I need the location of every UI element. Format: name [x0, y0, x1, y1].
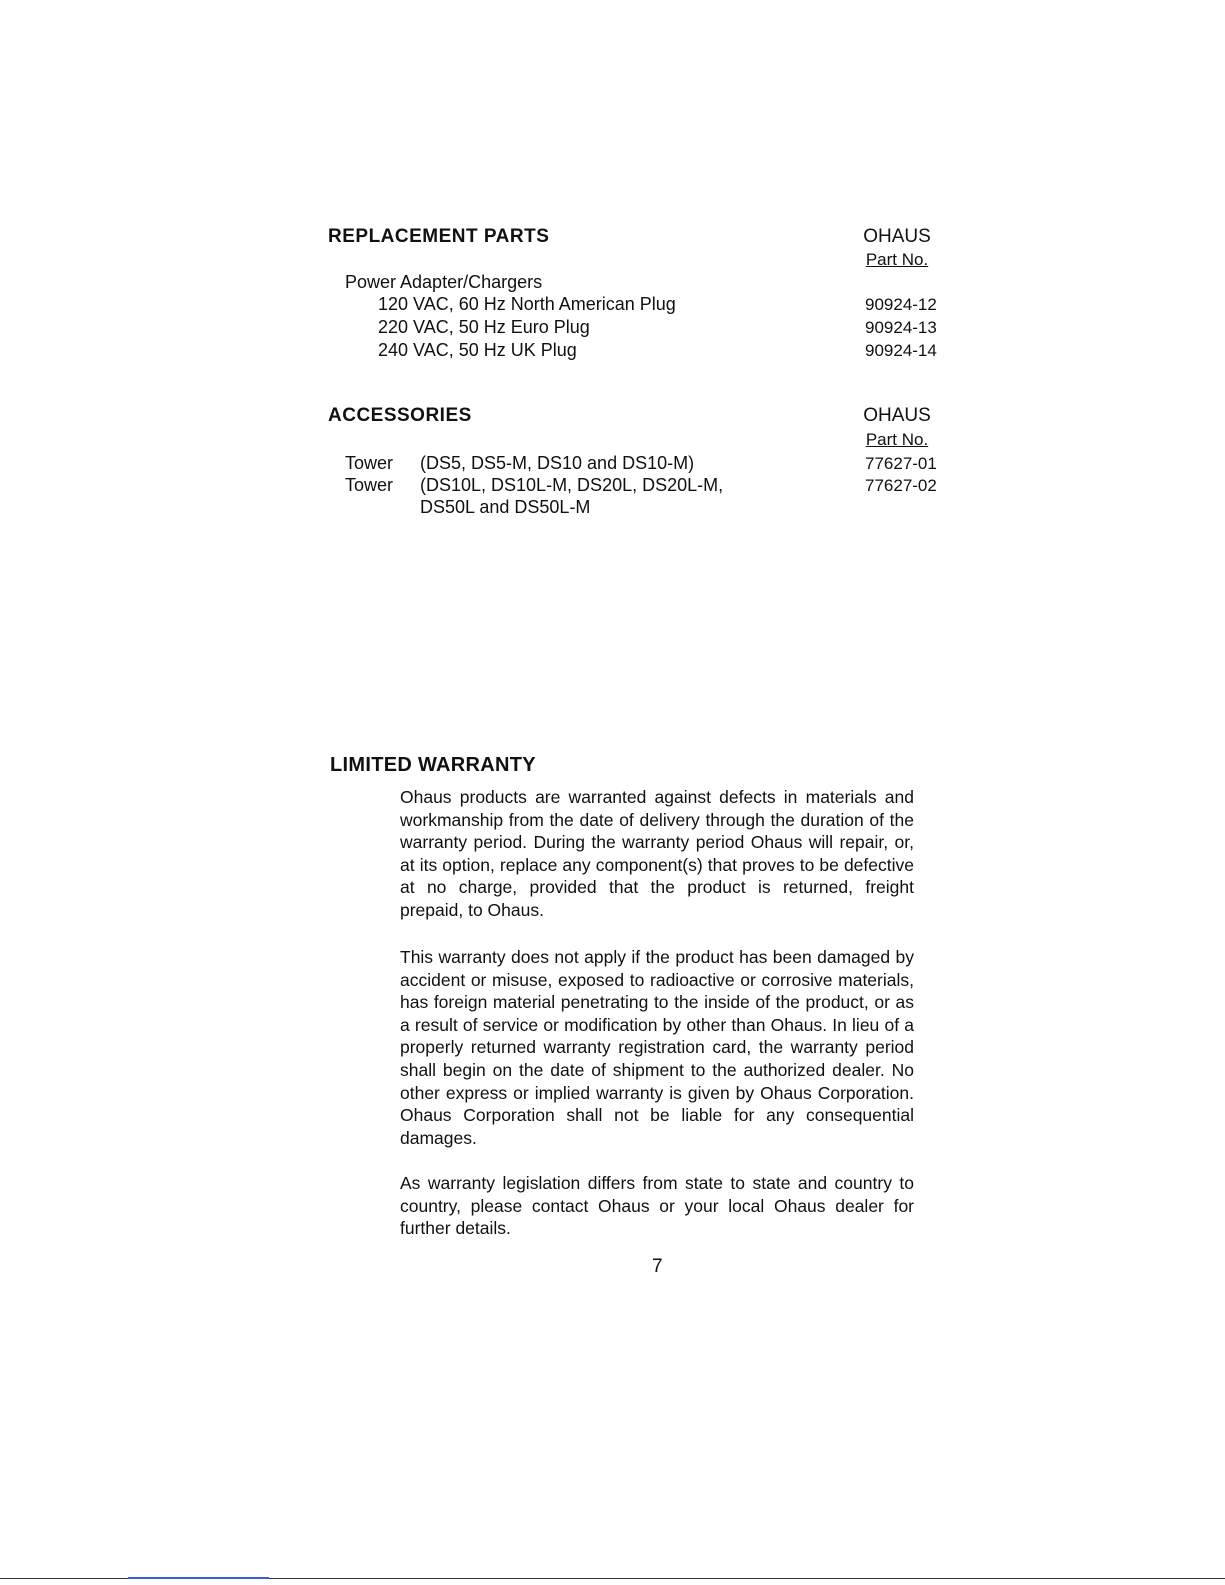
accessory-desc: (DS10L, DS10L-M, DS20L, DS20L-M,: [420, 475, 724, 495]
part-item-number: 90924-14: [865, 341, 937, 360]
part-item-desc: 120 VAC, 60 Hz North American Plug: [378, 294, 676, 314]
warranty-paragraph: Ohaus products are warranted against defects in materials and workmanship from the date of delivery through the duration of the warranty period. During the warranty period Ohaus will repair, or, at its option, replace any component(s) that proves to be defective at no charge, provided that the product is returned, freight prepaid, to Ohaus.: [400, 787, 914, 920]
warranty-paragraph: This warranty does not apply if the product has been damaged by accident or misuse, exposed to radioactive or corrosive materials, has foreign material penetrating to the inside of the product, or as a result of service or modification by other than Ohaus. In lieu of a properly returned warranty registration card, the warranty period shall begin on the date of shipment to the authorized dealer. No other express or implied warranty is given by Ohaus Corporation. Ohaus Corporation shall not be liable for any consequential damages.: [400, 947, 914, 1148]
part-item-desc: 240 VAC, 50 Hz UK Plug: [378, 340, 577, 360]
accessory-name: Tower: [345, 453, 394, 473]
accessory-desc-continued: DS50L and DS50L-M: [420, 497, 591, 517]
accessory-name: Tower: [345, 475, 394, 495]
accessories-heading: ACCESSORIES: [328, 405, 472, 426]
part-item-desc: 220 VAC, 50 Hz Euro Plug: [378, 317, 590, 337]
replacement-parts-partno-header: Part No.: [865, 250, 929, 269]
accessories-brand-header: OHAUS: [863, 405, 931, 426]
part-item-number: 90924-12: [865, 295, 937, 314]
power-adapter-group-label: Power Adapter/Chargers: [345, 272, 543, 292]
part-item-number: 90924-13: [865, 318, 937, 337]
warranty-paragraph: As warranty legislation differs from state to state and country to country, please contact Ohaus or your local Ohaus dealer for further details.: [400, 1173, 914, 1239]
warranty-title: LIMITED WARRANTY: [330, 754, 536, 776]
page-bottom-highlight: [128, 1577, 269, 1579]
accessory-part-number: 77627-01: [865, 454, 937, 473]
accessory-desc: (DS5, DS5-M, DS10 and DS10-M): [420, 453, 695, 473]
accessories-partno-header: Part No.: [865, 430, 929, 449]
replacement-parts-brand-header: OHAUS: [863, 226, 931, 247]
replacement-parts-heading: REPLACEMENT PARTS: [328, 226, 550, 247]
accessory-part-number: 77627-02: [865, 476, 937, 495]
page-number: 7: [652, 1256, 663, 1277]
